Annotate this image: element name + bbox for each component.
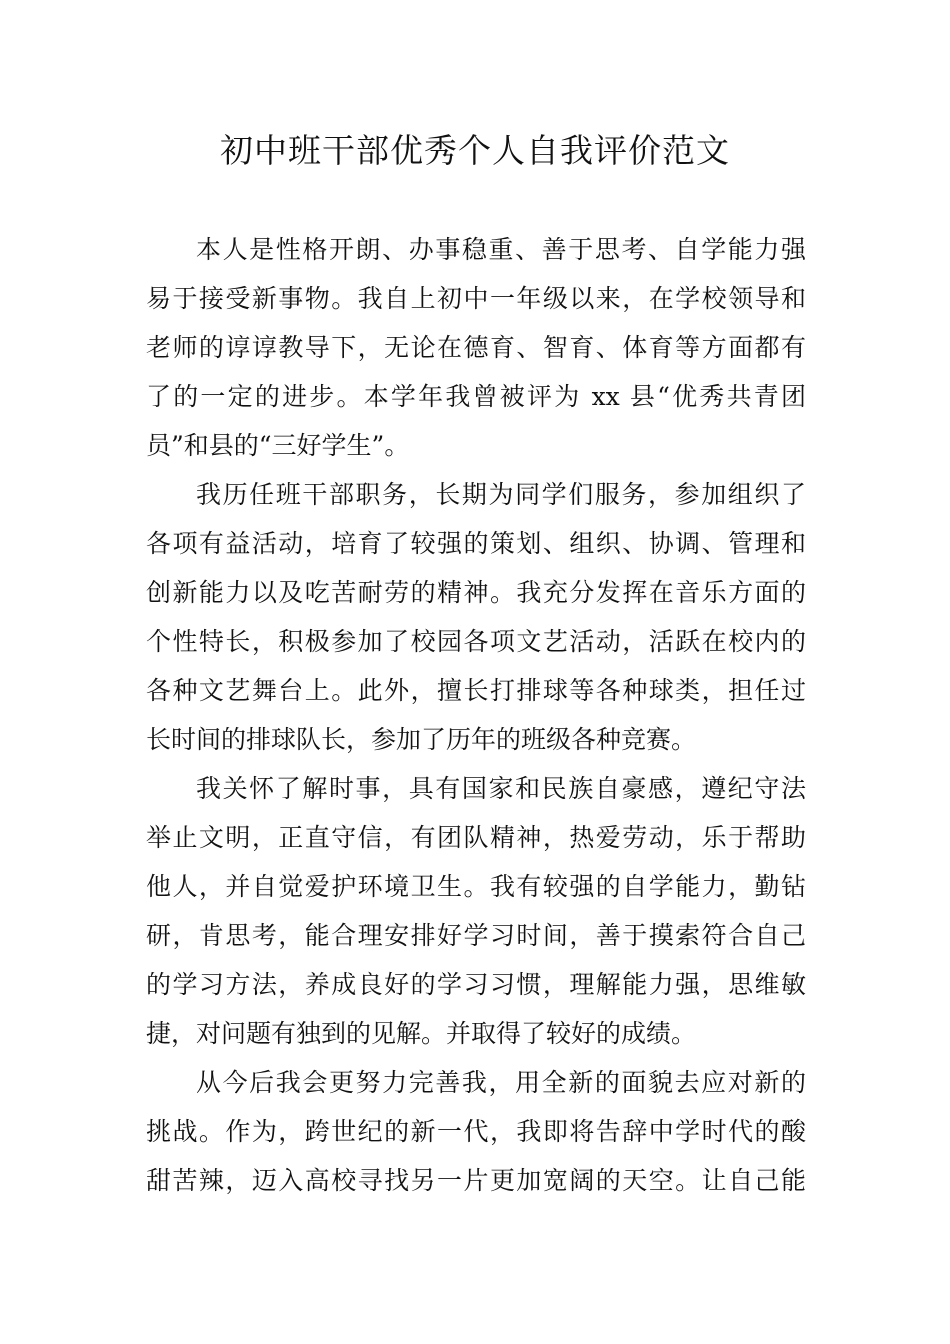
text-line: 员”和县的“三好学生”。 — [146, 431, 410, 460]
document-title: 初中班干部优秀个人自我评价范文 — [220, 131, 730, 170]
paragraph-4 — [146, 1058, 806, 1205]
text-line: 研，肯思考，能合理安排好学习时间，善于摸索符合自己 — [146, 921, 806, 950]
text-line: 甜苦辣，迈入高校寻找另一片更加宽阔的天空。让自己能 — [146, 1166, 806, 1195]
text-line: 他人，并自觉爱护环境卫生。我有较强的自学能力，勤钻 — [146, 872, 806, 901]
text-line: 举止文明，正直守信，有团队精神，热爱劳动，乐于帮助 — [146, 823, 806, 852]
text-line: 易于接受新事物。我自上初中一年级以来，在学校领导和 — [146, 284, 806, 313]
paragraph-1 — [146, 225, 806, 470]
text-line: 各项有益活动，培育了较强的策划、组织、协调、管理和 — [146, 529, 806, 558]
text-line: 了的一定的进步。本学年我曾被评为 xx 县“优秀共青团 — [146, 382, 806, 411]
document-body — [146, 225, 806, 1205]
text-line: 捷，对问题有独到的见解。并取得了较好的成绩。 — [146, 1019, 697, 1048]
text-line: 长时间的排球队长，参加了历年的班级各种竞赛。 — [146, 725, 697, 754]
text-line: 本人是性格开朗、办事稳重、善于思考、自学能力强 — [196, 235, 806, 264]
text-line: 个性特长，积极参加了校园各项文艺活动，活跃在校内的 — [146, 627, 806, 656]
text-line: 创新能力以及吃苦耐劳的精神。我充分发挥在音乐方面的 — [146, 578, 806, 607]
text-line: 我历任班干部职务，长期为同学们服务，参加组织了 — [196, 480, 806, 509]
paragraph-2 — [146, 470, 806, 764]
text-line: 老师的谆谆教导下，无论在德育、智育、体育等方面都有 — [146, 333, 806, 362]
text-line: 的学习方法，养成良好的学习习惯，理解能力强，思维敏 — [146, 970, 806, 999]
text-line: 我关怀了解时事，具有国家和民族自豪感，遵纪守法 — [196, 774, 806, 803]
text-line: 从今后我会更努力完善我，用全新的面貌去应对新的 — [196, 1068, 806, 1097]
paragraph-3 — [146, 764, 806, 1058]
text-line: 挑战。作为，跨世纪的新一代，我即将告辞中学时代的酸 — [146, 1117, 806, 1146]
text-line: 各种文艺舞台上。此外，擅长打排球等各种球类，担任过 — [146, 676, 806, 705]
